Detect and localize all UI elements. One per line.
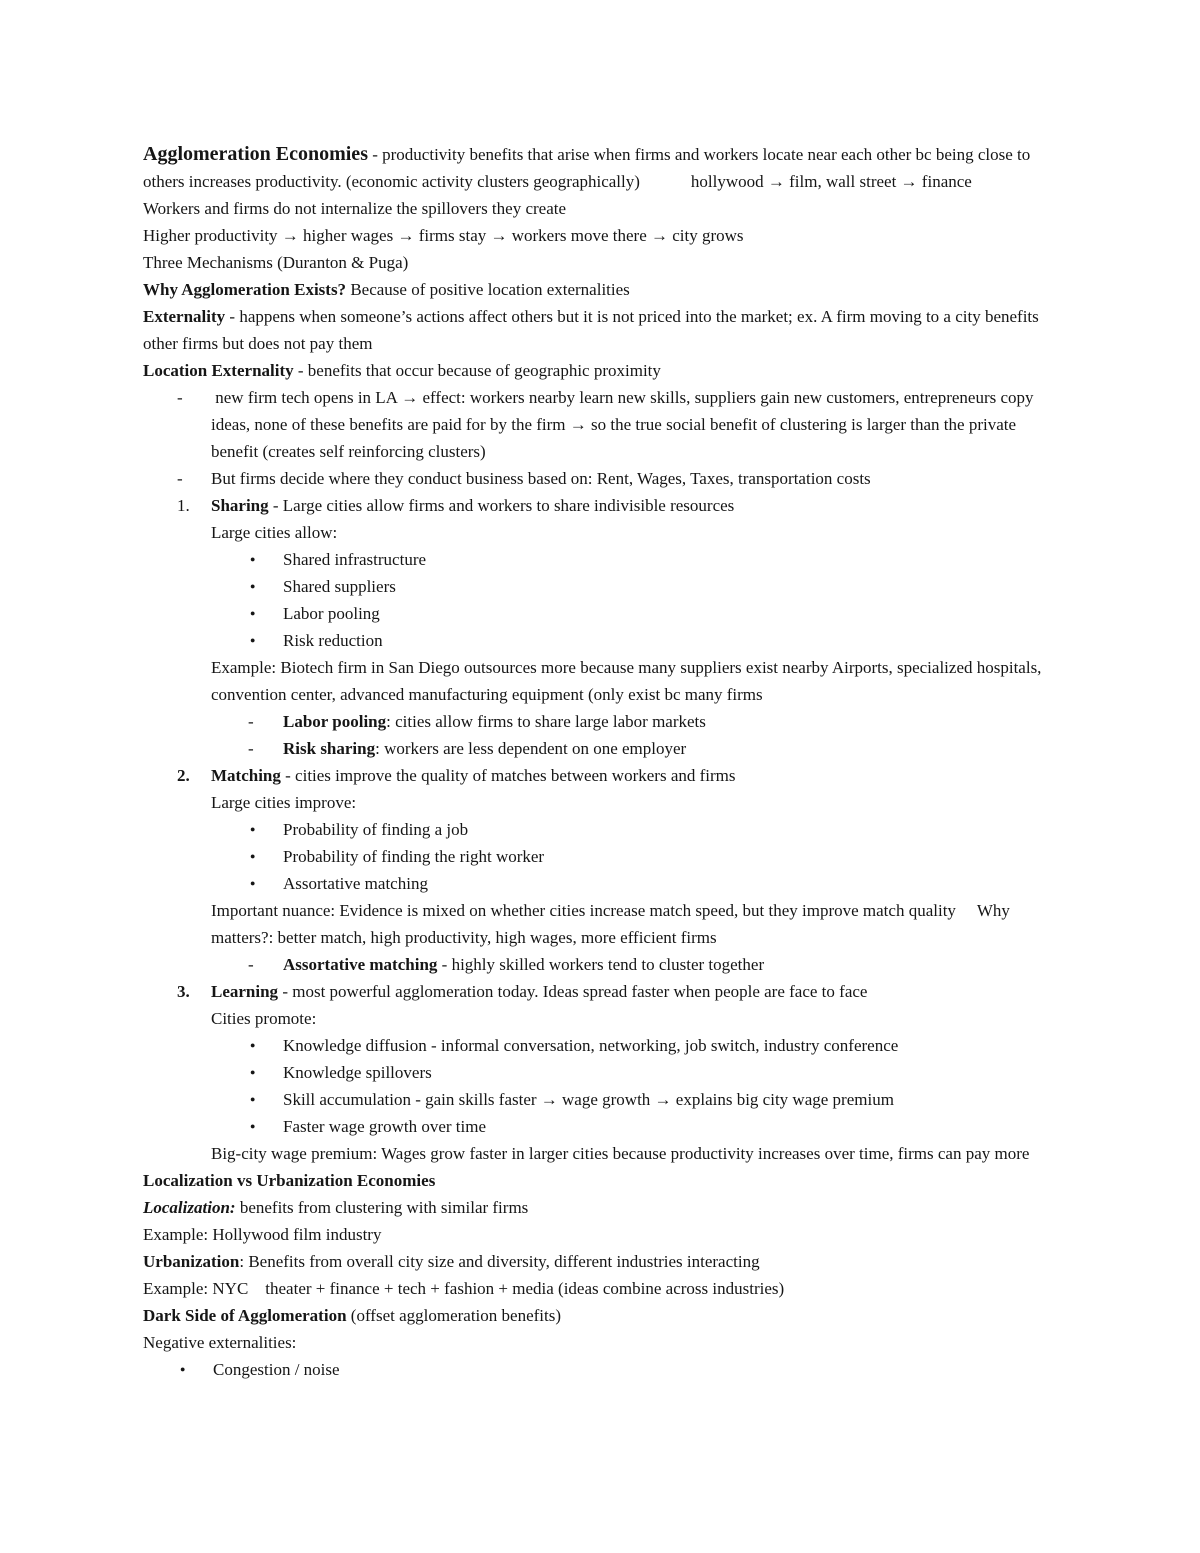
text-run: Dark Side of Agglomeration bbox=[143, 1306, 347, 1325]
text-run: Assortative matching bbox=[283, 955, 438, 974]
text-run: Localization: bbox=[143, 1198, 236, 1217]
text-run: Knowledge diffusion - informal conversation, networking, job switch, industry conference bbox=[283, 1036, 899, 1055]
dash-list-item bbox=[143, 384, 1064, 465]
paragraph bbox=[143, 357, 1064, 384]
paragraph bbox=[143, 141, 1064, 195]
dash-marker: - bbox=[177, 388, 183, 407]
text-run: Knowledge spillovers bbox=[283, 1063, 432, 1082]
text-run: benefits from clustering with similar firms bbox=[235, 1198, 529, 1217]
text-run: - cities improve the quality of matches between workers and firms bbox=[280, 766, 736, 785]
text-run: - most powerful agglomeration today. Ideas spread faster when people are face to face bbox=[278, 982, 868, 1001]
continuation-line bbox=[143, 519, 1064, 546]
paragraph bbox=[143, 195, 1064, 222]
text-run: Because of positive location externalities bbox=[346, 280, 630, 299]
text-run: Probability of finding the right worker bbox=[283, 847, 545, 866]
numbered-list-item bbox=[143, 762, 1064, 789]
paragraph bbox=[143, 276, 1064, 303]
text-run: Three Mechanisms (Duranton & Puga) bbox=[143, 253, 409, 272]
text-run: Skill accumulation - gain skills faster → wage growth → explains big city wage premium bbox=[283, 1090, 894, 1109]
paragraph bbox=[143, 222, 1064, 249]
text-run: Why Agglomeration Exists? bbox=[143, 280, 347, 299]
text-run: Localization vs Urbanization Economies bbox=[143, 1171, 436, 1190]
dash-list-item bbox=[143, 465, 1064, 492]
bullet-list-item bbox=[143, 843, 1064, 870]
text-run: Example: NYC theater + finance + tech + fashion + media (ideas combine across industries) bbox=[143, 1279, 785, 1298]
paragraph bbox=[143, 249, 1064, 276]
text-run: Large cities allow: bbox=[211, 523, 338, 542]
continuation-line bbox=[143, 654, 1064, 708]
text-run: - benefits that occur because of geographic proximity bbox=[293, 361, 661, 380]
dash-sublist-item bbox=[143, 735, 1064, 762]
text-run: But firms decide where they conduct business based on: Rent, Wages, Taxes, transportation costs bbox=[211, 469, 871, 488]
text-run: Big-city wage premium: Wages grow faster in larger cities because productivity increases over time, firms can pay more bbox=[211, 1144, 1030, 1163]
bullet-list-item bbox=[143, 1086, 1064, 1113]
bullet-marker: ● bbox=[250, 554, 256, 564]
text-run: Workers and firms do not internalize the spillovers they create bbox=[143, 199, 567, 218]
text-run: Congestion / noise bbox=[213, 1360, 340, 1379]
bullet-marker: ● bbox=[250, 1094, 256, 1104]
paragraph bbox=[143, 1248, 1064, 1275]
bullet-list-item bbox=[143, 816, 1064, 843]
document-content bbox=[143, 141, 1064, 1383]
paragraph bbox=[143, 1194, 1064, 1221]
bullet-marker: ● bbox=[250, 1067, 256, 1077]
continuation-line bbox=[143, 897, 1064, 951]
bullet-list-item bbox=[143, 627, 1064, 654]
text-run: Sharing bbox=[211, 496, 269, 515]
text-run: Labor pooling bbox=[283, 604, 380, 623]
numbered-list-item bbox=[143, 492, 1064, 519]
text-run: Matching bbox=[211, 766, 281, 785]
paragraph bbox=[143, 303, 1064, 357]
bullet-list-item bbox=[143, 1032, 1064, 1059]
text-run: - highly skilled workers tend to cluster together bbox=[437, 955, 765, 974]
bullet-marker: ● bbox=[250, 851, 256, 861]
dash-sublist-item bbox=[143, 708, 1064, 735]
bullet-list-item bbox=[143, 546, 1064, 573]
text-run: - productivity benefits that arise when firms and workers locate near each other bc being close to others increases productivity. (economic activity clusters geographically) hollywood → film, wall street → finance bbox=[143, 145, 1035, 191]
paragraph bbox=[143, 1302, 1064, 1329]
text-run: Risk reduction bbox=[283, 631, 383, 650]
text-run: (offset agglomeration benefits) bbox=[346, 1306, 562, 1325]
dash-marker: - bbox=[248, 712, 254, 731]
bullet-list-item bbox=[143, 600, 1064, 627]
bullet-marker: ● bbox=[250, 878, 256, 888]
bullet-marker: ● bbox=[180, 1364, 186, 1374]
text-run: Shared suppliers bbox=[283, 577, 396, 596]
bullet-list-item bbox=[143, 870, 1064, 897]
text-run: Risk sharing bbox=[283, 739, 376, 758]
bullet-marker: ● bbox=[250, 1040, 256, 1050]
bullet-marker: ● bbox=[250, 635, 256, 645]
continuation-line bbox=[143, 1005, 1064, 1032]
paragraph bbox=[143, 1221, 1064, 1248]
dash-marker: - bbox=[248, 739, 254, 758]
continuation-line bbox=[143, 789, 1064, 816]
number-marker: 2. bbox=[177, 766, 190, 785]
bullet-list-item bbox=[143, 1113, 1064, 1140]
text-run: Externality bbox=[143, 307, 226, 326]
paragraph bbox=[143, 1329, 1064, 1356]
text-run: : workers are less dependent on one employer bbox=[375, 739, 687, 758]
text-run: Negative externalities: bbox=[143, 1333, 297, 1352]
dash-marker: - bbox=[248, 955, 254, 974]
text-run: Example: Biotech firm in San Diego outsources more because many suppliers exist nearby Airports, specialized hospitals, convention center, advanced manufacturing equipment (only exist bc many firms bbox=[211, 658, 1046, 704]
paragraph bbox=[143, 1275, 1064, 1302]
bullet-list-item bbox=[143, 1059, 1064, 1086]
text-run: Assortative matching bbox=[283, 874, 428, 893]
text-run: : Benefits from overall city size and diversity, different industries interacting bbox=[239, 1252, 760, 1271]
text-run: Shared infrastructure bbox=[283, 550, 427, 569]
text-run: Cities promote: bbox=[211, 1009, 317, 1028]
number-marker: 1. bbox=[177, 496, 190, 515]
text-run: - happens when someone’s actions affect others but it is not priced into the market; ex. A firm moving to a city benefits other firms but does not pay them bbox=[143, 307, 1044, 353]
text-run: Higher productivity → higher wages → firms stay → workers move there → city grows bbox=[143, 226, 744, 245]
text-run: Example: Hollywood film industry bbox=[143, 1225, 382, 1244]
bullet-marker: ● bbox=[250, 581, 256, 591]
dash-marker: - bbox=[177, 469, 183, 488]
text-run: Probability of finding a job bbox=[283, 820, 469, 839]
numbered-list-item bbox=[143, 978, 1064, 1005]
text-run: Faster wage growth over time bbox=[283, 1117, 486, 1136]
bullet-list-item bbox=[143, 1356, 1064, 1383]
dash-sublist-item bbox=[143, 951, 1064, 978]
number-marker: 3. bbox=[177, 982, 190, 1001]
text-run: Important nuance: Evidence is mixed on whether cities increase match speed, but they improve match quality Why matters?: better match, high productivity, high wages, more efficient firms bbox=[211, 901, 1015, 947]
text-run: new firm tech opens in LA → effect: workers nearby learn new skills, suppliers gain new customers, entrepreneurs copy ideas, none of these benefits are paid for by the firm → so the true social benefit of clustering is larger than the private benefit (creates self reinforcing clusters) bbox=[211, 388, 1038, 461]
bullet-marker: ● bbox=[250, 1121, 256, 1131]
paragraph bbox=[143, 1167, 1064, 1194]
text-run: Learning bbox=[211, 982, 279, 1001]
text-run: Labor pooling bbox=[283, 712, 387, 731]
text-run: Location Externality bbox=[143, 361, 294, 380]
text-run: - Large cities allow firms and workers to share indivisible resources bbox=[268, 496, 735, 515]
continuation-line bbox=[143, 1140, 1064, 1167]
bullet-marker: ● bbox=[250, 824, 256, 834]
bullet-marker: ● bbox=[250, 608, 256, 618]
bullet-list-item bbox=[143, 573, 1064, 600]
text-run: Agglomeration Economies bbox=[143, 143, 368, 165]
text-run: Large cities improve: bbox=[211, 793, 357, 812]
text-run: : cities allow firms to share large labor markets bbox=[386, 712, 706, 731]
text-run: Urbanization bbox=[143, 1252, 240, 1271]
